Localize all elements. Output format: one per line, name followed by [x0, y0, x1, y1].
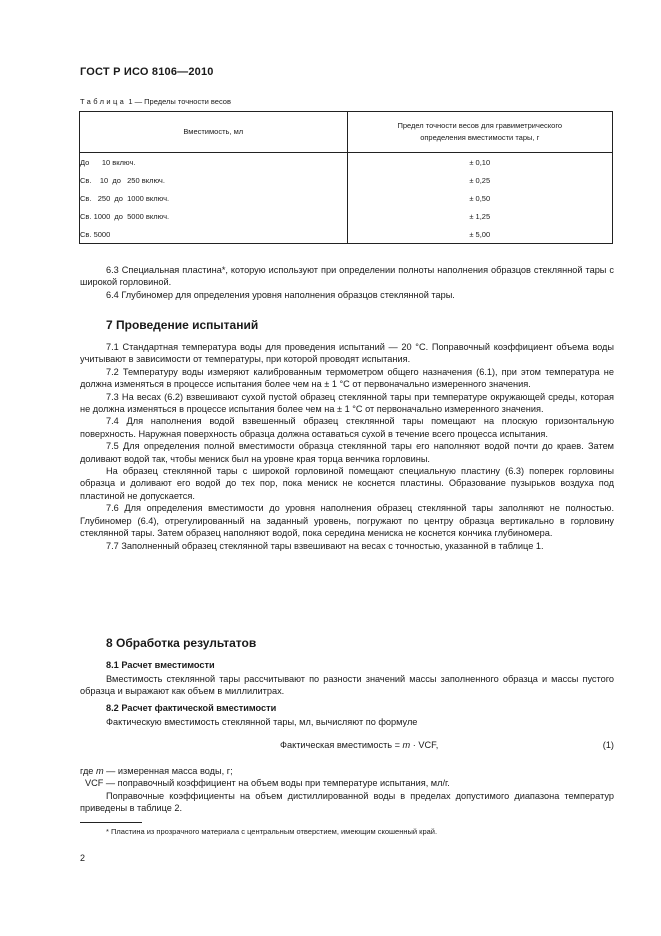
- capacity-cell: Св. 1000 до 5000 включ.: [80, 207, 348, 225]
- table-row: [80, 225, 613, 244]
- capacity-cell: Св. 250 до 1000 включ.: [80, 189, 348, 207]
- table-row: [80, 153, 613, 172]
- section8-2-body: [80, 716, 614, 728]
- subsection-8-1-title: 8.1 Расчет вместимости: [106, 660, 215, 670]
- paragraph-7-1: 7.1 Стандартная температура воды для проведения испытаний — 20 °С. Поправочный коэффициент объема воды учитывают в зависимости от температуры, при которой проводят испытания.: [80, 342, 614, 365]
- table-caption-text: 1 — Пределы точности весов: [128, 97, 231, 106]
- footnote-rule: [80, 822, 142, 823]
- capacity-column-header: Вместимость, мл: [80, 112, 348, 153]
- paragraph-7-4: 7.4 Для наполнения водой взвешенный образец стеклянной тары помещают на плоскую горизонтальную поверхность. Наружная поверхность образца должна оставаться сухой в течение всего процесса испытания.: [80, 416, 614, 439]
- limit-cell: ± 0,10: [347, 153, 612, 172]
- section-8-title: 8 Обработка результатов: [106, 636, 257, 650]
- section8-1-body: [80, 673, 614, 698]
- paragraph-7-7: 7.7 Заполненный образец стеклянной тары взвешивают на весах с точностью, указанной в таблице 1.: [106, 540, 544, 551]
- paragraph-7-5: 7.5 Для определения полной вместимости образца стеклянной тары его наполняют водой почти до краев. Затем доливают водой так, чтобы мениск был на уровне края торца венчика горловины.: [80, 441, 614, 464]
- limit-cell: ± 0,50: [347, 189, 612, 207]
- capacity-cell: Св. 5000: [80, 225, 348, 244]
- paragraph-7-6: 7.6 Для определения вместимости до уровня наполнения образец стеклянной тары заполняют не полностью. Глубиномер (6.4), отрегулированный на заданный уровень, погружают по центру образца вертикально в горловину стеклянной тары. Затем образец наполняют водой, пока середина мениска не коснется кончика глубиномера.: [80, 503, 614, 539]
- section7-body: [80, 341, 614, 552]
- section-7-title: 7 Проведение испытаний: [106, 318, 259, 332]
- table-caption-word: Таблица: [80, 97, 127, 106]
- page-number: 2: [80, 853, 86, 863]
- capacity-cell: До 10 включ.: [80, 153, 348, 172]
- paragraph-7-2: 7.2 Температуру воды измеряют калиброванным термометром общего назначения (6.1), при этом температура не должна изменяться в процессе испытания более чем на ± 1 °С от первоначально измеренного значения.: [80, 366, 614, 390]
- standard-header: ГОСТ Р ИСО 8106—2010: [80, 66, 214, 78]
- paragraph-correction-factors: Поправочные коэффициенты на объем дистиллированной воды в пределах допустимого диапазона температур приведены в таблице 2.: [80, 790, 614, 814]
- limit-cell: ± 1,25: [347, 207, 612, 225]
- limit-cell: ± 0,25: [347, 171, 612, 189]
- paragraph-6-3: 6.3 Специальная пластина*, которую используют при определении полноты наполнения образцов стеклянной тары с широкой горловиной.: [80, 265, 614, 288]
- paragraph-8-2: Фактическую вместимость стеклянной тары, мл, вычисляют по формуле: [106, 717, 418, 727]
- table-row: [80, 207, 613, 225]
- accuracy-limits-table: [79, 111, 613, 244]
- capacity-cell: Св. 10 до 250 включ.: [80, 171, 348, 189]
- table-row: [80, 189, 613, 207]
- legend-m: где m — измеренная масса воды, г;: [80, 766, 233, 776]
- formula-expression: Фактическая вместимость = m · VCF,: [280, 740, 439, 750]
- footnote-text: * Пластина из прозрачного материала с центральным отверстием, имеющим скошенный край.: [106, 827, 438, 836]
- legend-vcf: VCF — поправочный коэффициент на объем воды при температуре испытания, мл/г.: [85, 778, 450, 789]
- paragraph-7-3: 7.3 На весах (6.2) взвешивают сухой пустой образец стеклянной тары при температуре окружающей среды, которая не должна изменяться в процессе испытания более чем на ± 1 °С от первоначально измеренного значения.: [80, 391, 614, 415]
- section6-tail: [80, 264, 614, 301]
- table-caption: [80, 97, 231, 106]
- limit-column-header: Предел точности весов для гравиметрического определения вместимости тары, г: [347, 112, 612, 153]
- table-header-row: [80, 112, 613, 153]
- table-row: [80, 171, 613, 189]
- paragraph-8-1: Вместимость стеклянной тары рассчитывают по разности значений массы заполненного образца и массы пустого образца и выражают как объем в миллилитрах.: [80, 674, 614, 697]
- paragraph-7-5-continued: На образец стеклянной тары с широкой горловиной помещают специальную пластину (6.3) поперек горловины образца и доливают его водой до тех пор, пока мениск не коснется пластины. Образование пузырьков воздуха под пластиной не допускается.: [80, 466, 614, 501]
- paragraph-6-4: 6.4 Глубиномер для определения уровня наполнения образцов стеклянной тары.: [106, 289, 455, 300]
- formula-number: (1): [602, 740, 614, 750]
- limit-cell: ± 5,00: [347, 225, 612, 244]
- formula-legend: [80, 765, 614, 815]
- subsection-8-2-title: 8.2 Расчет фактической вместимости: [106, 703, 277, 713]
